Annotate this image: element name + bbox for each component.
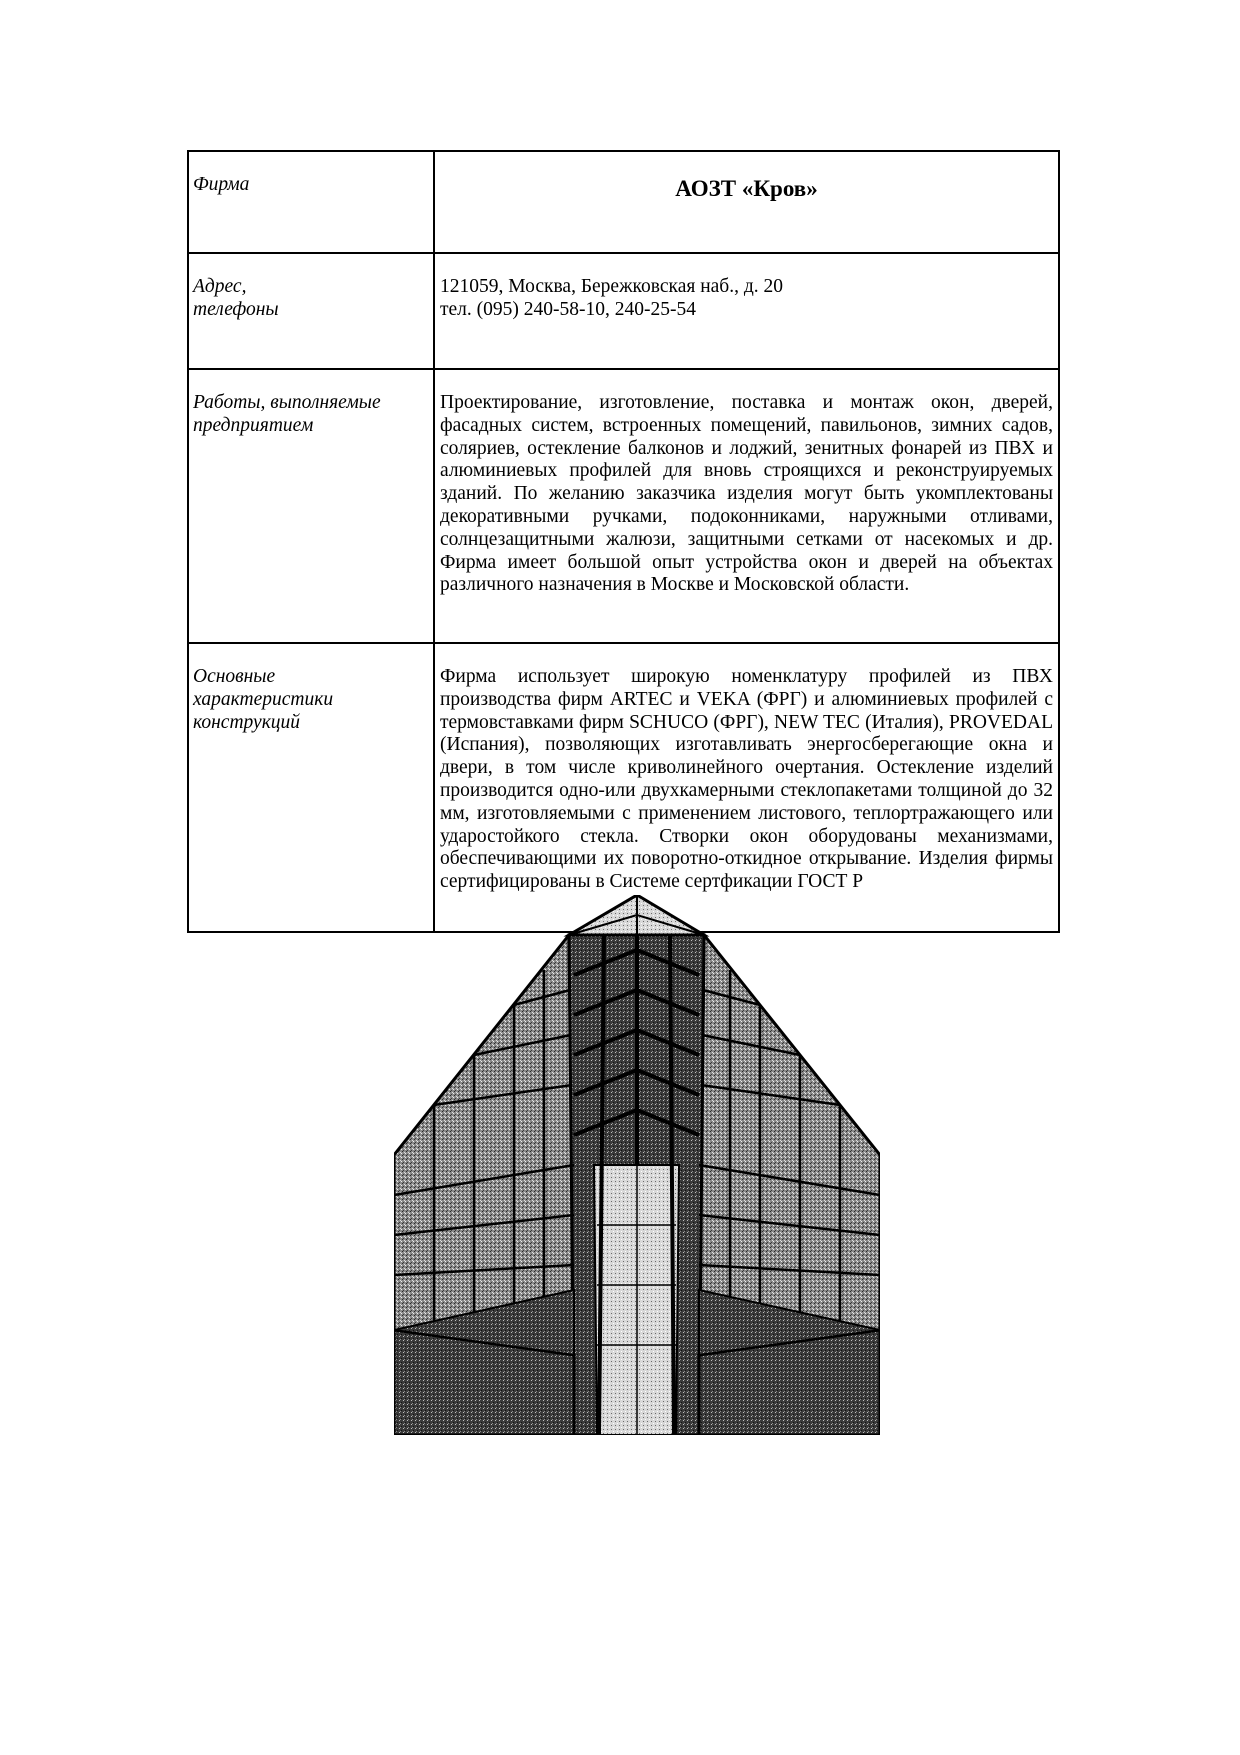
characteristics-label bbox=[188, 643, 434, 932]
works-row bbox=[188, 369, 1059, 643]
works-label-line1: Работы, выполняемые bbox=[193, 392, 381, 413]
characteristics-row bbox=[188, 643, 1059, 932]
works-description: Проектирование, изготовление, поставка и монтаж окон, дверей, фасадных систем, встроенных помещений, павильонов, зимних садов, соляриев, остекление балконов и лоджий, зенитных фонарей из ПВХ и алюминиевых профилей для вновь строящихся и реконструируемых зданий. По желанию заказчика изделия могут быть укомплектованы декоративными ручками, подоконниками, наружными отливами, солнцезащитными жалюзи, защитными сетками от насекомых и др. Фирма имеет большой опыт устройства окон и дверей на объектах различного назначения в Москве и Московской области. bbox=[434, 369, 1059, 643]
address-value bbox=[434, 253, 1059, 369]
building-illustration-icon bbox=[394, 895, 880, 1435]
firm-label: Фирма bbox=[188, 151, 434, 253]
characteristics-label-line3: конструкций bbox=[193, 711, 301, 733]
works-label bbox=[188, 369, 434, 643]
firm-name: АОЗТ «Кров» bbox=[434, 151, 1059, 253]
characteristics-label-line2: характеристики bbox=[193, 688, 334, 710]
company-info-table bbox=[187, 150, 1060, 933]
postal-address: 121059, Москва, Бережковская наб., д. 20 bbox=[440, 276, 784, 297]
firm-row bbox=[188, 151, 1059, 253]
address-label-line2: телефоны bbox=[193, 298, 279, 320]
characteristics-label-line1: Основные bbox=[193, 666, 276, 687]
address-row bbox=[188, 253, 1059, 369]
glass-building-photo bbox=[394, 895, 880, 1435]
phone-numbers: тел. (095) 240-58-10, 240-25-54 bbox=[440, 298, 696, 320]
address-label-line1: Адрес, bbox=[193, 276, 247, 297]
works-label-line2: предприятием bbox=[193, 414, 314, 436]
address-label bbox=[188, 253, 434, 369]
characteristics-description: Фирма использует широкую номенклатуру профилей из ПВХ производства фирм ARTEC и VEKA (ФРГ) и алюминиевых профилей с термовставками фирм SCHUCO (ФРГ), NEW TEC (Италия), PROVEDAL (Испания), позволяющих изготавливать энергосберегающие окна и двери, в том числе криволинейного очертания. Остекление изделий производится одно-или двухкамерными стеклопакетами толщиной до 32 мм, изготовляемыми с применением листового, теплортражающего или ударостойкого стекла. Створки окон оборудованы механизмами, обеспечивающими их поворотно-откидное открывание. Изделия фирмы сертифицированы в Системе сертфикации ГОСТ Р bbox=[434, 643, 1059, 932]
